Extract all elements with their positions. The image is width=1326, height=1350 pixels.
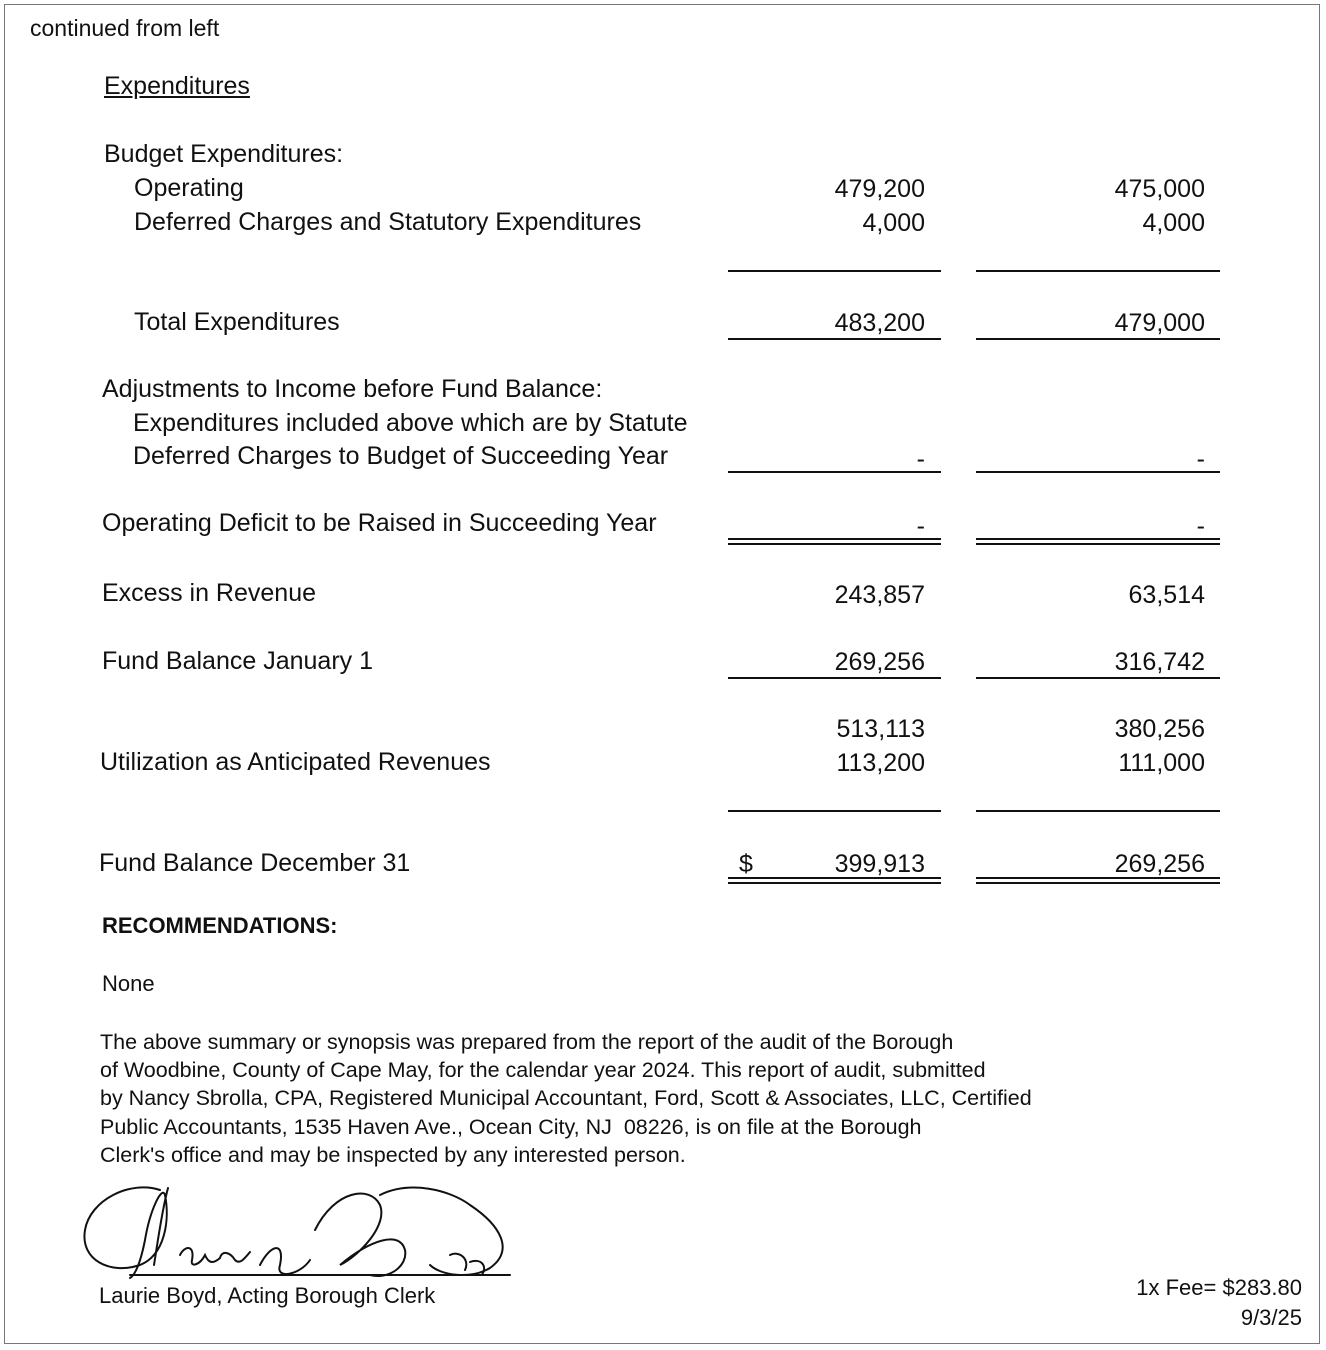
recommendations-text: None — [102, 971, 155, 996]
rule — [728, 810, 941, 812]
double-rule — [728, 538, 941, 545]
continued-note: continued from left — [30, 15, 220, 41]
utilization-col2: 111,000 — [1118, 749, 1205, 777]
fund-dec-col1: 399,913 — [834, 850, 925, 878]
fee-date: 9/3/25 — [1240, 1305, 1302, 1330]
rule — [976, 810, 1220, 812]
rule — [728, 677, 941, 679]
adjustments-col1: - — [916, 445, 925, 473]
adjustments-col2: - — [1196, 445, 1205, 473]
operating-col1: 479,200 — [834, 175, 925, 203]
adjustments-heading: Adjustments to Income before Fund Balance: — [102, 375, 603, 403]
excess-label: Excess in Revenue — [102, 579, 317, 607]
fund-dec-col2: 269,256 — [1114, 850, 1205, 878]
operating-col2: 475,000 — [1114, 175, 1205, 203]
total-col2: 479,000 — [1114, 309, 1205, 337]
subtotal-col2: 380,256 — [1114, 715, 1205, 743]
rule — [728, 471, 941, 473]
double-rule — [976, 538, 1220, 545]
deferred-col2: 4,000 — [1142, 209, 1205, 237]
utilization-col1: 113,200 — [836, 749, 925, 777]
fund-jan-label: Fund Balance January 1 — [102, 647, 374, 675]
fund-jan-col2: 316,742 — [1114, 648, 1205, 676]
rule — [728, 270, 941, 272]
summary-paragraph: The above summary or synopsis was prepared from the report of the audit of the Borough of Woodbine, County of Cape May, for the calendar year 2024. This report of audit, submitted by Nancy Sbrolla, CPA, Registered Municipal Accountant, Ford, Scott & Associates, LLC, Certified Public Accountants, 1535 Haven Ave., Ocean City, NJ 08226, is on file at the Borough Clerk's office and may be inspected by any interested person. — [100, 1030, 1032, 1167]
deferred-col1: 4,000 — [862, 209, 925, 237]
subtotal-col1: 513,113 — [836, 715, 925, 743]
rule — [976, 471, 1220, 473]
deficit-col2: - — [1196, 512, 1205, 540]
operating-label: Operating — [134, 174, 244, 202]
rule — [976, 270, 1220, 272]
fund-jan-col1: 269,256 — [834, 648, 925, 676]
total-label: Total Expenditures — [134, 308, 340, 336]
deficit-col1: - — [916, 512, 925, 540]
fund-dec-label: Fund Balance December 31 — [99, 849, 411, 877]
adjustments-line2: Deferred Charges to Budget of Succeeding Year — [133, 442, 669, 470]
rule — [976, 338, 1220, 340]
recommendations-heading: RECOMMENDATIONS: — [102, 913, 338, 938]
double-rule — [728, 877, 941, 884]
double-rule — [976, 877, 1220, 884]
total-col1: 483,200 — [834, 309, 925, 337]
budget-label: Budget Expenditures: — [104, 140, 344, 168]
deficit-label: Operating Deficit to be Raised in Succeeding Year — [102, 509, 657, 537]
signature-image — [70, 1170, 530, 1290]
rule — [728, 338, 941, 340]
rule — [976, 677, 1220, 679]
excess-col2: 63,514 — [1128, 581, 1205, 609]
adjustments-line1: Expenditures included above which are by Statute — [133, 409, 688, 437]
signer-name: Laurie Boyd, Acting Borough Clerk — [99, 1283, 436, 1308]
currency-symbol: $ — [739, 850, 753, 878]
deferred-label: Deferred Charges and Statutory Expenditures — [134, 208, 642, 236]
utilization-label: Utilization as Anticipated Revenues — [100, 748, 491, 776]
fee-text: 1x Fee= $283.80 — [1136, 1275, 1302, 1300]
excess-col1: 243,857 — [834, 581, 925, 609]
section-title: Expenditures — [104, 72, 250, 100]
